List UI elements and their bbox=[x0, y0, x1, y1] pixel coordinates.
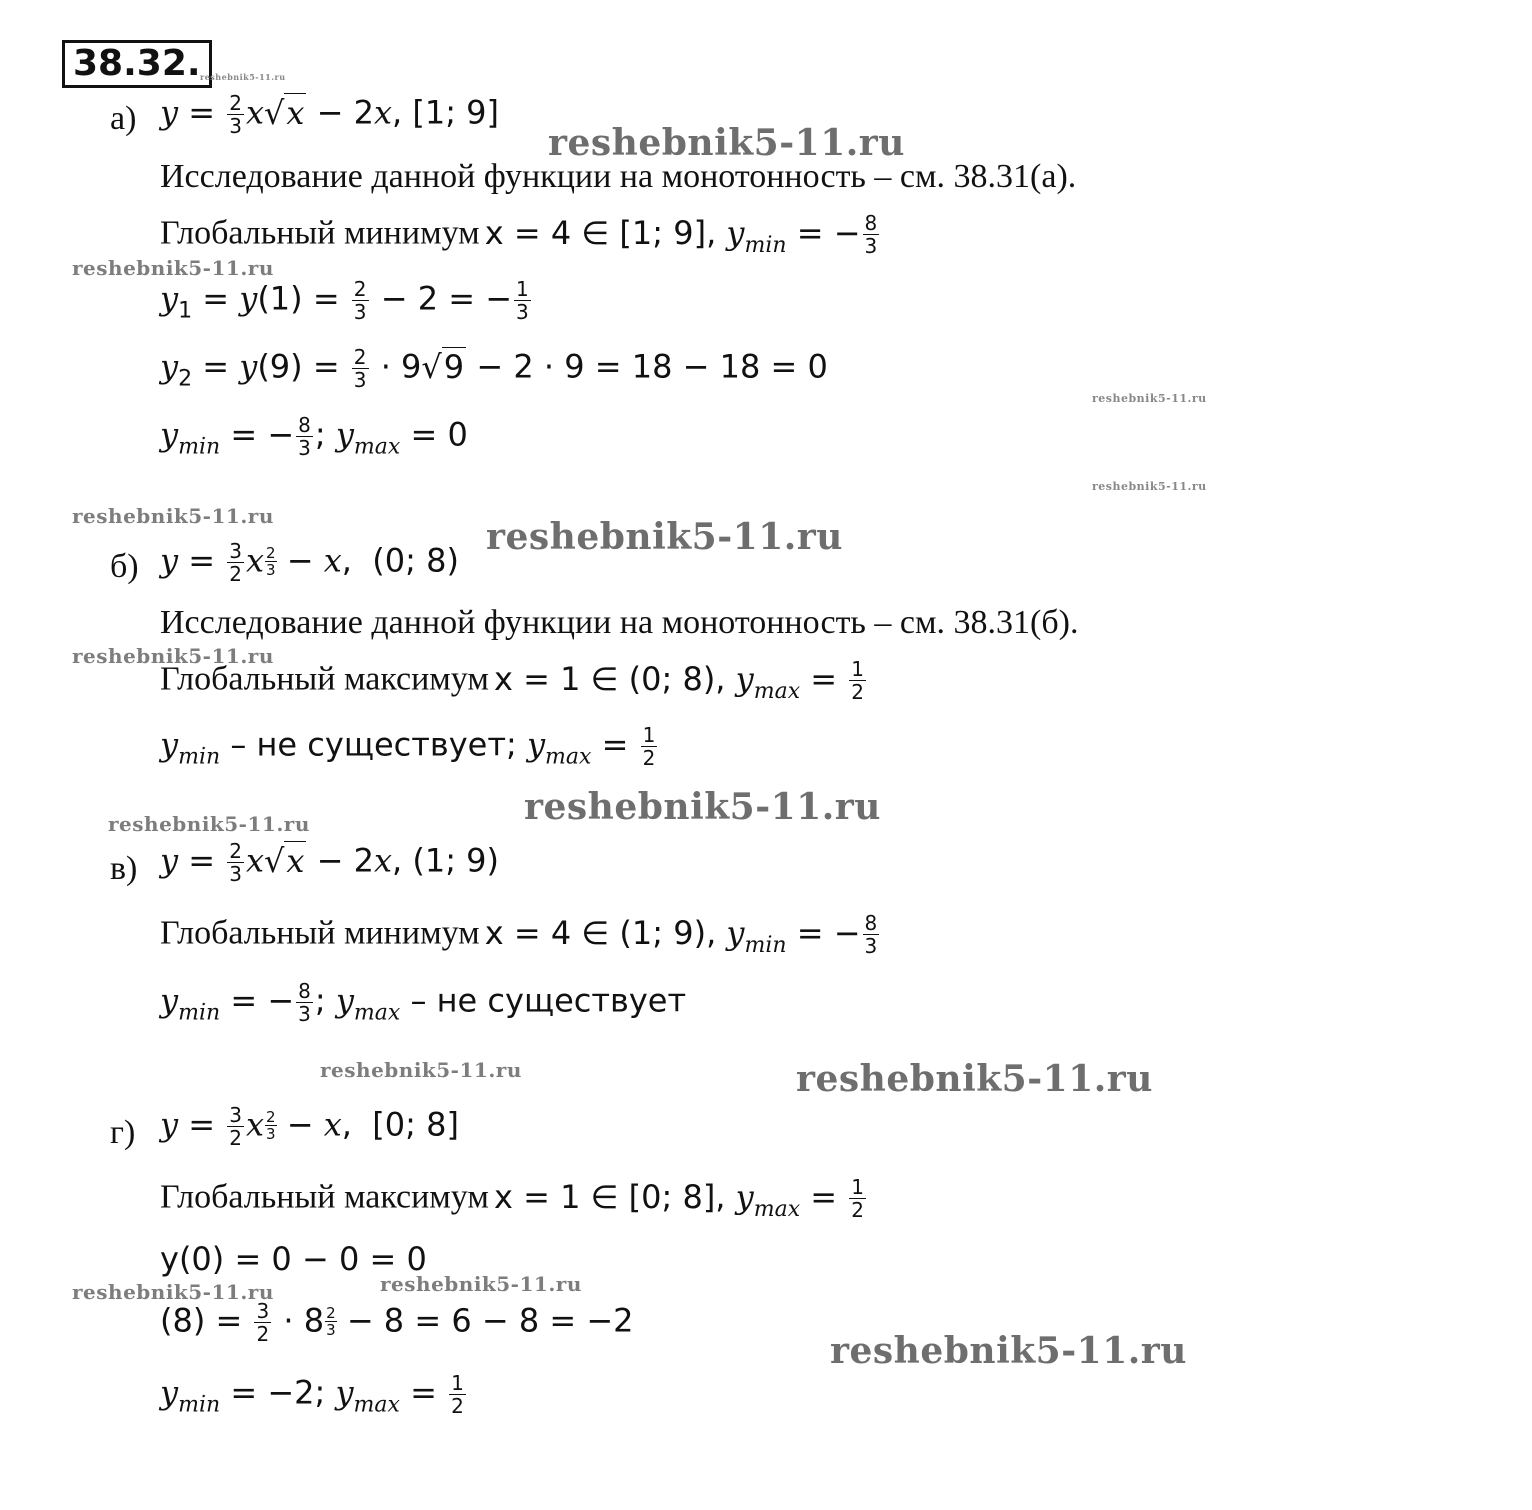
watermark: reshebnik5-11.ru bbox=[320, 1058, 522, 1082]
part-a-function: y = $\frac{2}{3}$ x√x − 2x, [1; 9] bbox=[160, 91, 499, 138]
watermark: reshebnik5-11.ru bbox=[1092, 480, 1207, 493]
part-v-function: y = $\frac{2}{3}$ x√x − 2x, (1; 9) bbox=[160, 839, 499, 886]
watermark: reshebnik5-11.ru bbox=[380, 1272, 582, 1296]
part-a-label: а) bbox=[110, 100, 137, 137]
part-a-study: Исследование данной функции на монотонность – см. 38.31(а). bbox=[160, 158, 1077, 195]
part-b-function: y = $\frac{3}{2}$ x $\frac{2}{3}$ − x, (0; 8) bbox=[160, 539, 459, 586]
part-a-result: $y_{min}$ = − $\frac{8}{3}$ ; $y_{max} = 0$ bbox=[160, 413, 468, 460]
part-b-label: б) bbox=[110, 548, 139, 585]
part-g-y8: (8) = $\frac{3}{2}$ · 8 $\frac{2}{3}$ − 8 = 6 − 8 = −2 bbox=[160, 1299, 634, 1346]
watermark: reshebnik5-11.ru bbox=[486, 516, 843, 558]
part-g-interval: [0; 8] bbox=[372, 1105, 459, 1144]
part-a-y1: $y_1 = y(1)$ = $\frac{2}{3}$ − 2 = − $\frac{1}{3}$ bbox=[160, 277, 529, 324]
watermark: reshebnik5-11.ru bbox=[72, 256, 274, 280]
part-b-study: Исследование данной функции на монотонность – см. 38.31(б). bbox=[160, 604, 1079, 641]
part-v-global-min-math: x = 4 ∈ (1; 9), $y_{min}$ = − $\frac{8}{3}$ bbox=[484, 911, 878, 958]
part-g-global-max-math: x = 1 ∈ [0; 8], $y_{max}$ = $\frac{1}{2}$ bbox=[493, 1175, 864, 1222]
watermark: reshebnik5-11.ru bbox=[548, 122, 905, 164]
part-g-global-max bbox=[160, 1176, 868, 1222]
part-b-global-max-math: x = 1 ∈ (0; 8), $y_{max}$ = $\frac{1}{2}$ bbox=[493, 657, 864, 704]
watermark: reshebnik5-11.ru bbox=[200, 72, 286, 82]
part-b-global-max bbox=[160, 658, 868, 704]
watermark: reshebnik5-11.ru bbox=[72, 644, 274, 668]
part-g-result: $y_{min} = -2$; $y_{max}$ = $\frac{1}{2}$ bbox=[160, 1371, 464, 1418]
problem-number: 38.32. bbox=[62, 40, 212, 88]
watermark: reshebnik5-11.ru bbox=[830, 1330, 1187, 1372]
part-a-global-min-math: x = 4 ∈ [1; 9], $y_{min}$ = − $\frac{8}{3}$ bbox=[484, 211, 878, 258]
part-g-global-max-text: Глобальный максимум bbox=[160, 1178, 489, 1216]
watermark: reshebnik5-11.ru bbox=[72, 504, 274, 528]
part-g-function: y = $\frac{3}{2}$ x $\frac{2}{3}$ − x, [0; 8] bbox=[160, 1103, 459, 1150]
part-a-global-min-text: Глобальный минимум bbox=[160, 214, 480, 252]
part-b-result: $y_{min}$ – не существует; $y_{max}$ = $\frac{1}{2}$ bbox=[160, 723, 656, 770]
part-g-label: г) bbox=[110, 1114, 136, 1151]
part-v-result: $y_{min}$ = − $\frac{8}{3}$ ; $y_{max}$ – не существует bbox=[160, 979, 687, 1026]
part-g-y0: y(0) = 0 − 0 = 0 bbox=[160, 1240, 427, 1278]
part-v-global-min bbox=[160, 912, 881, 958]
part-a-interval: [1; 9] bbox=[412, 93, 499, 132]
part-a-global-min bbox=[160, 212, 881, 258]
watermark: reshebnik5-11.ru bbox=[1092, 392, 1207, 405]
part-v-label: в) bbox=[110, 850, 138, 887]
part-v-global-min-text: Глобальный минимум bbox=[160, 914, 480, 952]
part-a-y2: $y_2 = y(9)$ = $\frac{2}{3}$ · 9√9 − 2 · 9 = 18 − 18 = 0 bbox=[160, 345, 828, 392]
watermark: reshebnik5-11.ru bbox=[524, 786, 881, 828]
part-v-interval: (1; 9) bbox=[412, 841, 499, 880]
watermark: reshebnik5-11.ru bbox=[72, 1280, 274, 1304]
watermark: reshebnik5-11.ru bbox=[796, 1058, 1153, 1100]
part-b-global-max-text: Глобальный максимум bbox=[160, 660, 489, 698]
part-b-interval: (0; 8) bbox=[372, 541, 459, 580]
watermark: reshebnik5-11.ru bbox=[108, 812, 310, 836]
